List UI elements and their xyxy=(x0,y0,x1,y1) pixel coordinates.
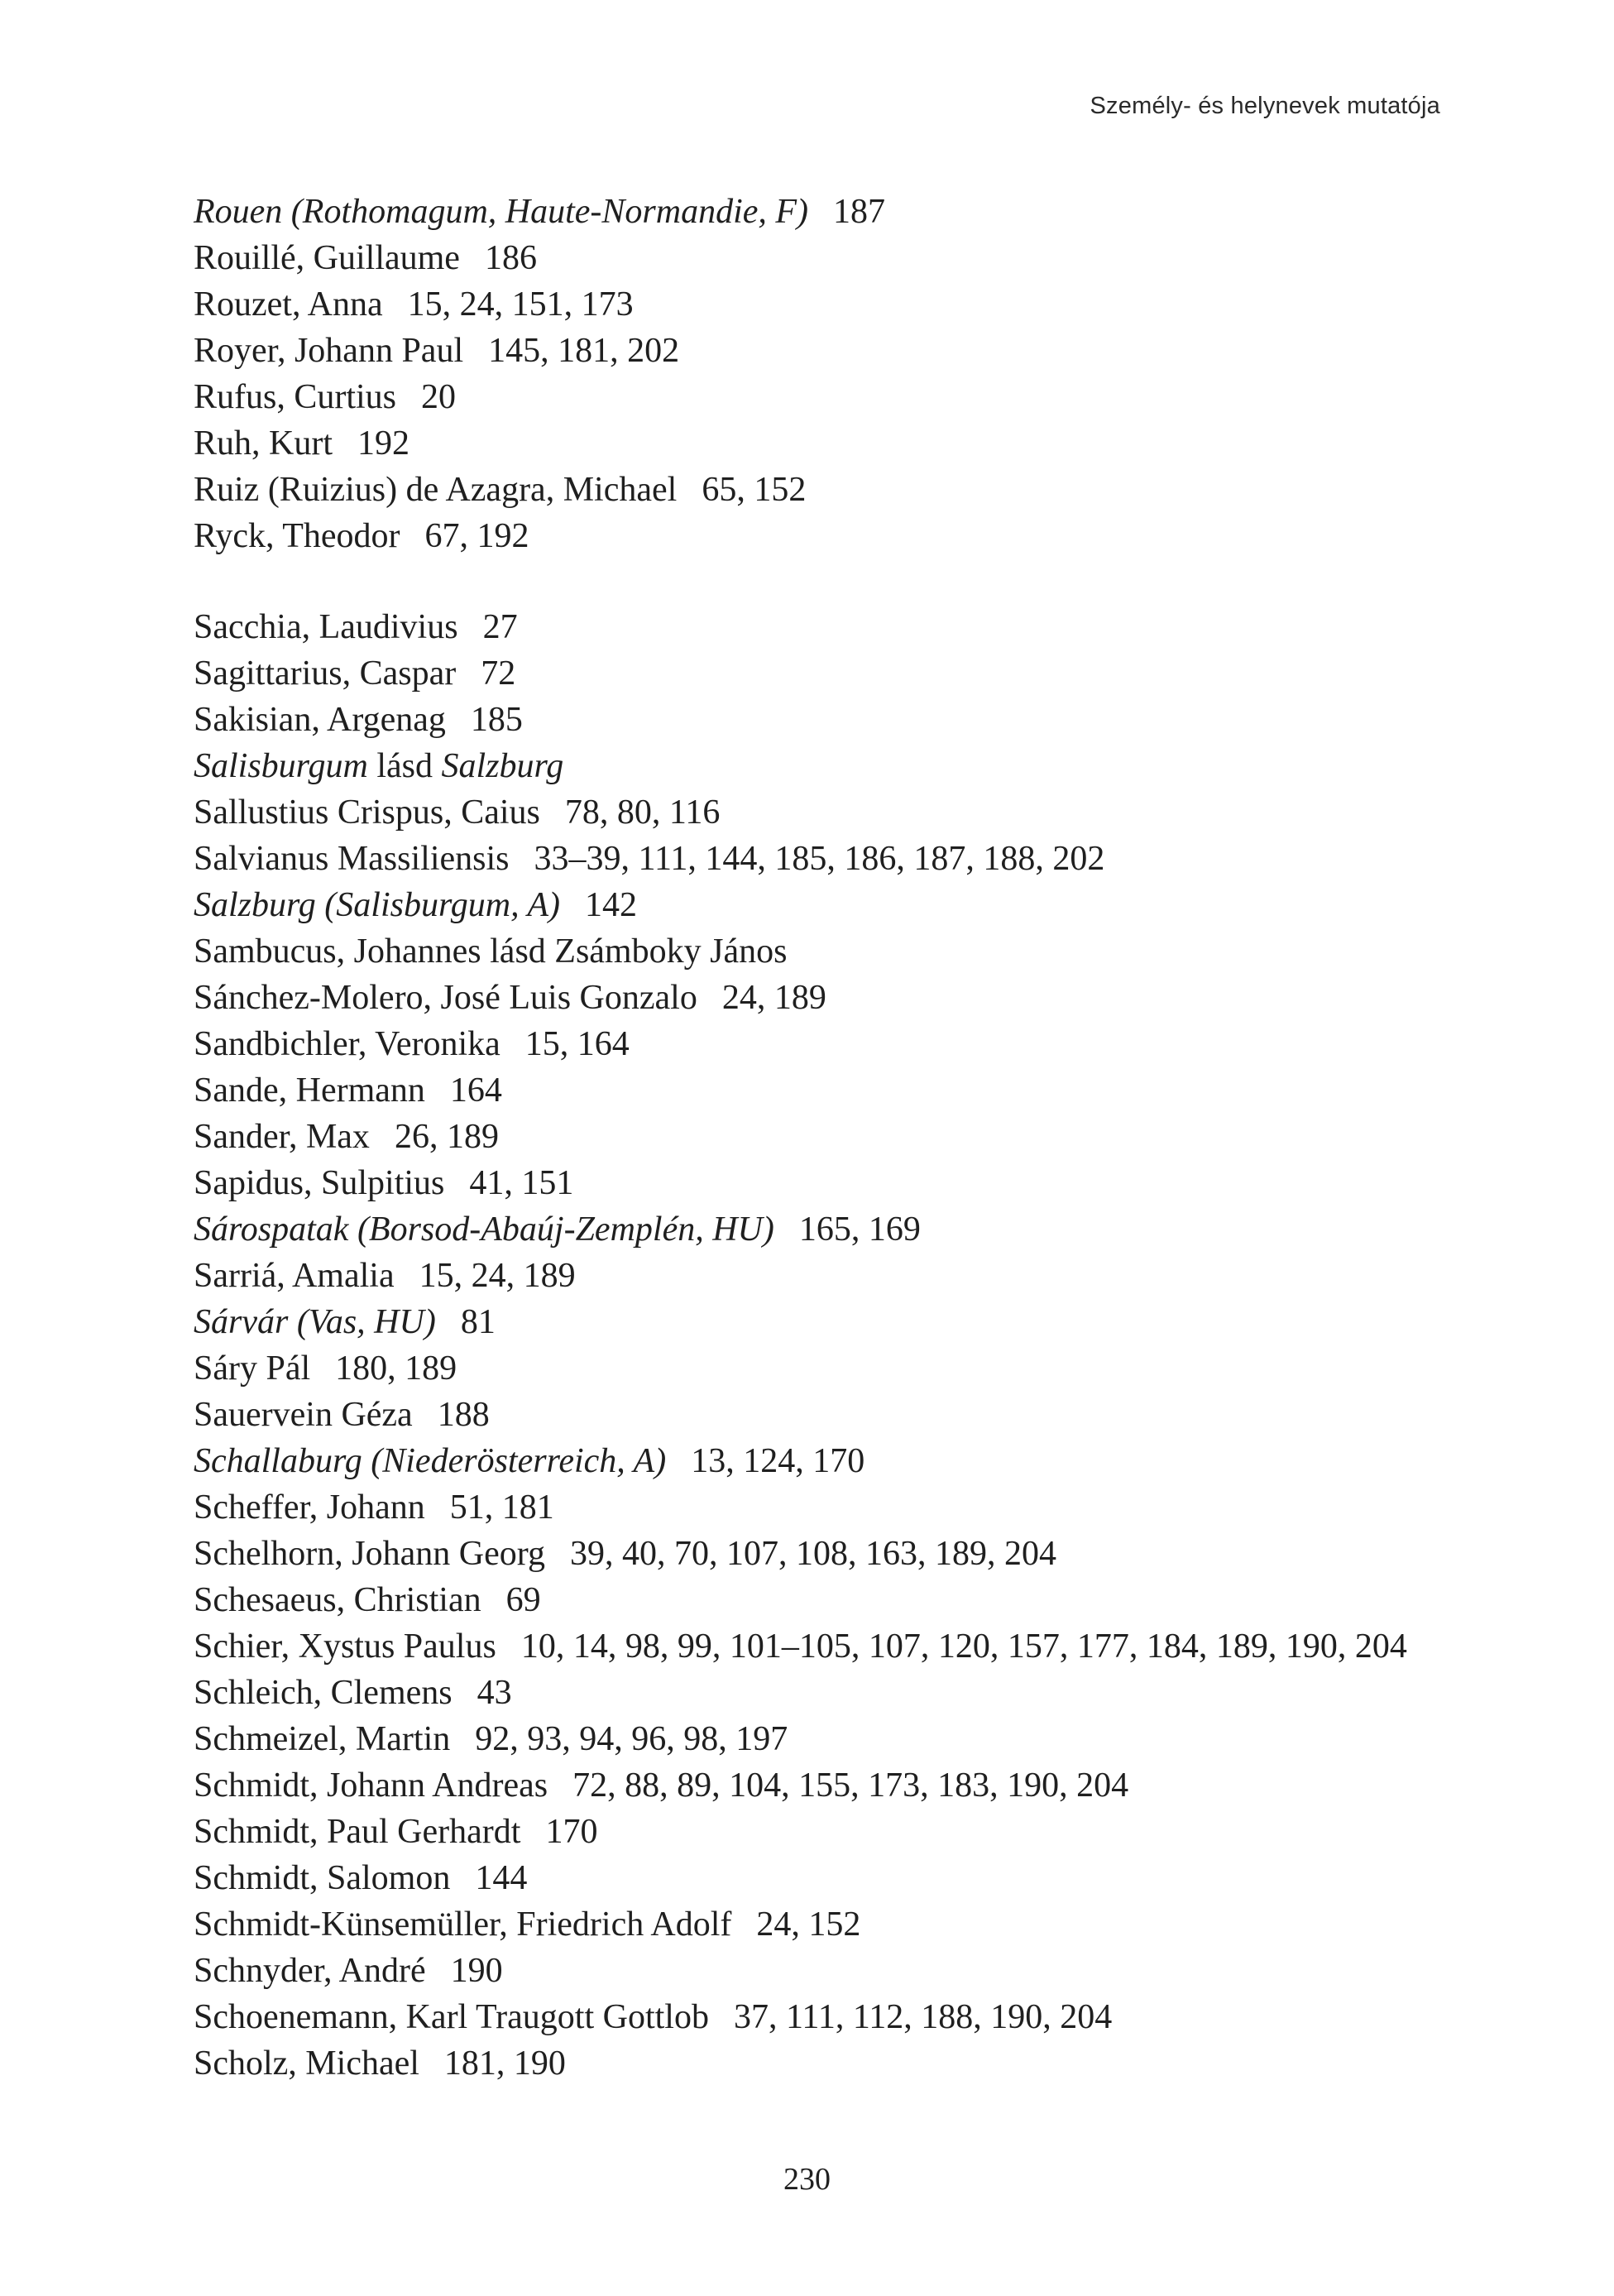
page-refs: 72, 88, 89, 104, 155, 173, 183, 190, 204 xyxy=(572,1766,1129,1805)
page-refs: 186 xyxy=(484,239,537,277)
person-name: Rouillé, Guillaume xyxy=(194,239,460,277)
index-entry xyxy=(194,1948,1457,1994)
page-refs: 43 xyxy=(477,1674,512,1712)
page-refs: 67, 192 xyxy=(424,517,529,555)
page-refs: 78, 80, 116 xyxy=(564,793,721,832)
person-name: Schmidt, Johann Andreas xyxy=(194,1766,548,1805)
page-refs: 41, 151 xyxy=(469,1164,574,1202)
index-entry xyxy=(194,1809,1457,1855)
index-entry xyxy=(194,1345,1457,1392)
page-refs: 144 xyxy=(475,1859,528,1897)
place-name: Salisburgum xyxy=(194,747,368,785)
person-name: Schelhorn, Johann Georg xyxy=(194,1535,545,1573)
page-refs: 26, 189 xyxy=(394,1118,499,1156)
index-entry xyxy=(194,882,1457,928)
index-entry xyxy=(194,2040,1457,2087)
index-entry xyxy=(194,235,1457,281)
person-name: Scholz, Michael xyxy=(194,2044,419,2083)
person-name: Schoenemann, Karl Traugott Gottlob xyxy=(194,1998,709,2036)
person-name: Ruiz (Ruizius) de Azagra, Michael xyxy=(194,471,678,509)
index-entry xyxy=(194,1114,1457,1160)
index-group-r xyxy=(194,189,1457,559)
index-entry xyxy=(194,1021,1457,1067)
index-entry xyxy=(194,1670,1457,1716)
index-entry xyxy=(194,467,1457,513)
page-refs: 20 xyxy=(421,378,457,416)
see-reference: lásd xyxy=(376,747,433,785)
page-refs: 27 xyxy=(482,608,518,646)
place-name: Schallaburg (Niederösterreich, A) xyxy=(194,1442,667,1480)
running-head-title: Személy- és helynevek mutatója xyxy=(1090,93,1440,119)
page-refs: 15, 24, 151, 173 xyxy=(407,285,634,324)
person-name: Sapidus, Sulpitius xyxy=(194,1164,445,1202)
index-entry xyxy=(194,1206,1457,1253)
page-refs: 81 xyxy=(460,1303,496,1341)
page-refs: 33–39, 111, 144, 185, 186, 187, 188, 202 xyxy=(534,840,1105,878)
index-entry xyxy=(194,975,1457,1021)
person-name: Schmidt, Paul Gerhardt xyxy=(194,1813,521,1851)
page-refs: 51, 181 xyxy=(449,1488,554,1527)
index-entry xyxy=(194,1484,1457,1531)
index-entry xyxy=(194,1994,1457,2040)
person-name: Sáry Pál xyxy=(194,1349,311,1388)
page-refs: 190 xyxy=(450,1952,503,1990)
page-refs: 15, 24, 189 xyxy=(419,1257,576,1295)
person-name: Sallustius Crispus, Caius xyxy=(194,793,540,832)
index-entry xyxy=(194,1531,1457,1577)
index-entry-cross-reference xyxy=(194,743,1457,789)
index-entry xyxy=(194,513,1457,559)
person-name: Schier, Xystus Paulus xyxy=(194,1627,496,1666)
index-entry xyxy=(194,604,1457,650)
page-refs: 24, 189 xyxy=(721,979,826,1017)
person-name: Schmeizel, Martin xyxy=(194,1720,451,1758)
index-group-s xyxy=(194,604,1457,2087)
place-name: Sárospatak (Borsod-Abaúj-Zemplén, HU) xyxy=(194,1210,774,1249)
index-entry xyxy=(194,697,1457,743)
index-entry xyxy=(194,420,1457,467)
person-name: Schmidt, Salomon xyxy=(194,1859,451,1897)
index-entry xyxy=(194,328,1457,374)
index-entry xyxy=(194,650,1457,697)
person-name: Scheffer, Johann xyxy=(194,1488,425,1527)
index-entry xyxy=(194,189,1457,235)
page-refs: 164 xyxy=(449,1071,502,1110)
index-entry xyxy=(194,1623,1457,1670)
person-name: Sarriá, Amalia xyxy=(194,1257,395,1295)
place-name: Rouen (Rothomagum, Haute-Normandie, F) xyxy=(194,193,809,231)
person-name: Schleich, Clemens xyxy=(194,1674,453,1712)
index-entry xyxy=(194,1160,1457,1206)
page-refs: 92, 93, 94, 96, 98, 197 xyxy=(475,1720,788,1758)
page-refs: 181, 190 xyxy=(443,2044,566,2083)
place-name: Sárvár (Vas, HU) xyxy=(194,1303,436,1341)
page-number: 230 xyxy=(783,2162,831,2197)
page-refs: 188 xyxy=(437,1396,490,1434)
person-name: Rouzet, Anna xyxy=(194,285,383,324)
index-entry xyxy=(194,1067,1457,1114)
index-entry xyxy=(194,789,1457,836)
person-name: Sánchez-Molero, José Luis Gonzalo xyxy=(194,979,697,1017)
index-entry xyxy=(194,836,1457,882)
page-refs: 69 xyxy=(505,1581,541,1619)
index-entry xyxy=(194,1716,1457,1762)
page-refs: 39, 40, 70, 107, 108, 163, 189, 204 xyxy=(569,1535,1056,1573)
index-entry-cross-reference xyxy=(194,928,1457,975)
page-refs: 185 xyxy=(470,701,523,739)
page-refs: 180, 189 xyxy=(335,1349,457,1388)
person-name: Salvianus Massiliensis xyxy=(194,840,510,878)
person-name: Rufus, Curtius xyxy=(194,378,397,416)
index-entry xyxy=(194,1901,1457,1948)
person-name: Sandbichler, Veronika xyxy=(194,1025,500,1063)
person-name: Schnyder, André xyxy=(194,1952,426,1990)
person-name: Sauervein Géza xyxy=(194,1396,413,1434)
page-refs: 65, 152 xyxy=(702,471,807,509)
person-name: Royer, Johann Paul xyxy=(194,332,464,370)
page-refs: 13, 124, 170 xyxy=(691,1442,865,1480)
page-refs: 145, 181, 202 xyxy=(488,332,680,370)
person-name: Sacchia, Laudivius xyxy=(194,608,458,646)
index-entry xyxy=(194,1577,1457,1623)
page-refs: 72 xyxy=(481,654,516,693)
page-refs: 37, 111, 112, 188, 190, 204 xyxy=(733,1998,1113,2036)
person-name: Sakisian, Argenag xyxy=(194,701,446,739)
index-entry xyxy=(194,1253,1457,1299)
place-name: Salzburg (Salisburgum, A) xyxy=(194,886,560,924)
index-entry xyxy=(194,374,1457,420)
see-target: Salzburg xyxy=(441,747,564,785)
person-name: Ryck, Theodor xyxy=(194,517,400,555)
page-refs: 170 xyxy=(545,1813,598,1851)
page-refs: 165, 169 xyxy=(798,1210,921,1249)
person-name: Ruh, Kurt xyxy=(194,424,333,463)
person-name: Sambucus, Johannes lásd Zsámboky János xyxy=(194,932,788,971)
index-entry xyxy=(194,1855,1457,1901)
page-refs: 24, 152 xyxy=(756,1905,861,1944)
index-entry xyxy=(194,1762,1457,1809)
page-refs: 142 xyxy=(584,886,637,924)
page-refs: 10, 14, 98, 99, 101–105, 107, 120, 157, 177, 184, 189, 190, 204 xyxy=(520,1627,1407,1666)
person-name: Schesaeus, Christian xyxy=(194,1581,481,1619)
person-name: Schmidt-Künsemüller, Friedrich Adolf xyxy=(194,1905,732,1944)
index-entry xyxy=(194,1392,1457,1438)
index-entry xyxy=(194,281,1457,328)
person-name: Sander, Max xyxy=(194,1118,370,1156)
person-name: Sagittarius, Caspar xyxy=(194,654,457,693)
page-refs: 15, 164 xyxy=(524,1025,630,1063)
page-refs: 187 xyxy=(833,193,886,231)
index-entry xyxy=(194,1438,1457,1484)
person-name: Sande, Hermann xyxy=(194,1071,425,1110)
index-entry xyxy=(194,1299,1457,1345)
page-refs: 192 xyxy=(357,424,409,463)
